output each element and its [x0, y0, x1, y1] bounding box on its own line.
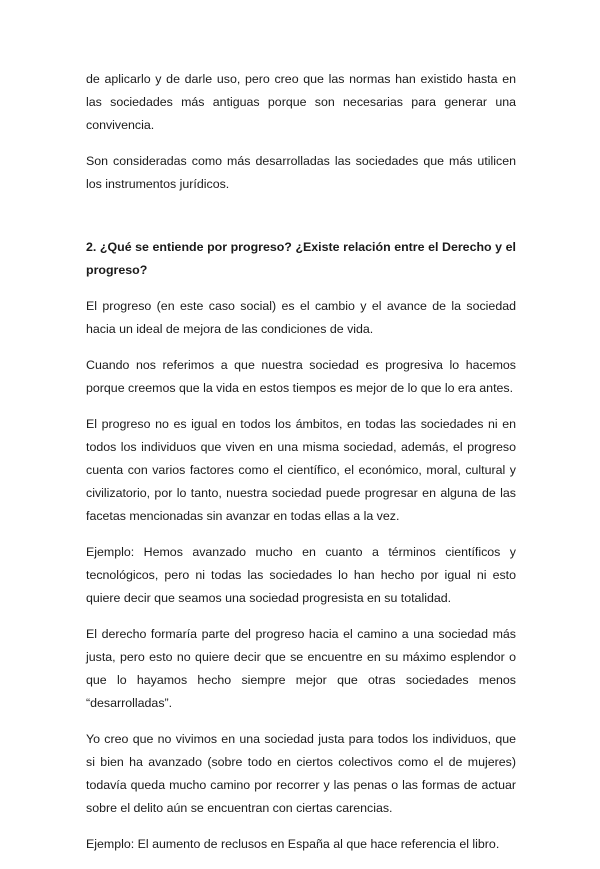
paragraph-progress-definition: El progreso (en este caso social) es el cambio y el avance de la sociedad hacia un ideal de mejora de las condiciones de vida. [86, 299, 516, 336]
section-heading: 2. ¿Qué se entiende por progreso? ¿Existe relación entre el Derecho y el progreso? [86, 240, 516, 277]
document-body [86, 68, 516, 869]
paragraph-legal-instruments: Son consideradas como más desarrolladas las sociedades que más utilicen los instrumentos jurídicos. [86, 154, 516, 191]
paragraph-law-and-progress: El derecho formaría parte del progreso hacia el camino a una sociedad más justa, pero esto no quiere decir que se encuentre en su máximo esplendor o que lo hayamos hecho siempre mejor que otras sociedades menos “desarrolladas”. [86, 627, 516, 710]
paragraph-opinion: Yo creo que no vivimos en una sociedad justa para todos los individuos, que si bien ha avanzado (sobre todo en ciertos colectivos como el de mujeres) todavía queda mucho camino por recorrer y las penas o las formas de actuar sobre el delito aún se encuentran con ciertas carencias. [86, 732, 516, 815]
paragraph-example-inmates: Ejemplo: El aumento de reclusos en España al que hace referencia el libro. [86, 837, 500, 851]
paragraph-progressive-society: Cuando nos referimos a que nuestra sociedad es progresiva lo hacemos porque creemos que la vida en estos tiempos es mejor de lo que lo era antes. [86, 358, 516, 395]
paragraph-example-science: Ejemplo: Hemos avanzado mucho en cuanto a términos científicos y tecnológicos, pero ni todas las sociedades lo han hecho por igual ni esto quiere decir que seamos una sociedad progresista en su totalidad. [86, 545, 516, 605]
paragraph-continuation: de aplicarlo y de darle uso, pero creo que las normas han existido hasta en las sociedades más antiguas porque son necesarias para generar una convivencia. [86, 72, 516, 132]
paragraph-progress-factors: El progreso no es igual en todos los ámbitos, en todas las sociedades ni en todos los individuos que viven en una misma sociedad, además, el progreso cuenta con varios factores como el científico, el económico, moral, cultural y civilizatorio, por lo tanto, nuestra sociedad puede progresar en alguna de las facetas mencionadas sin avanzar en todas ellas a la vez. [86, 417, 516, 523]
